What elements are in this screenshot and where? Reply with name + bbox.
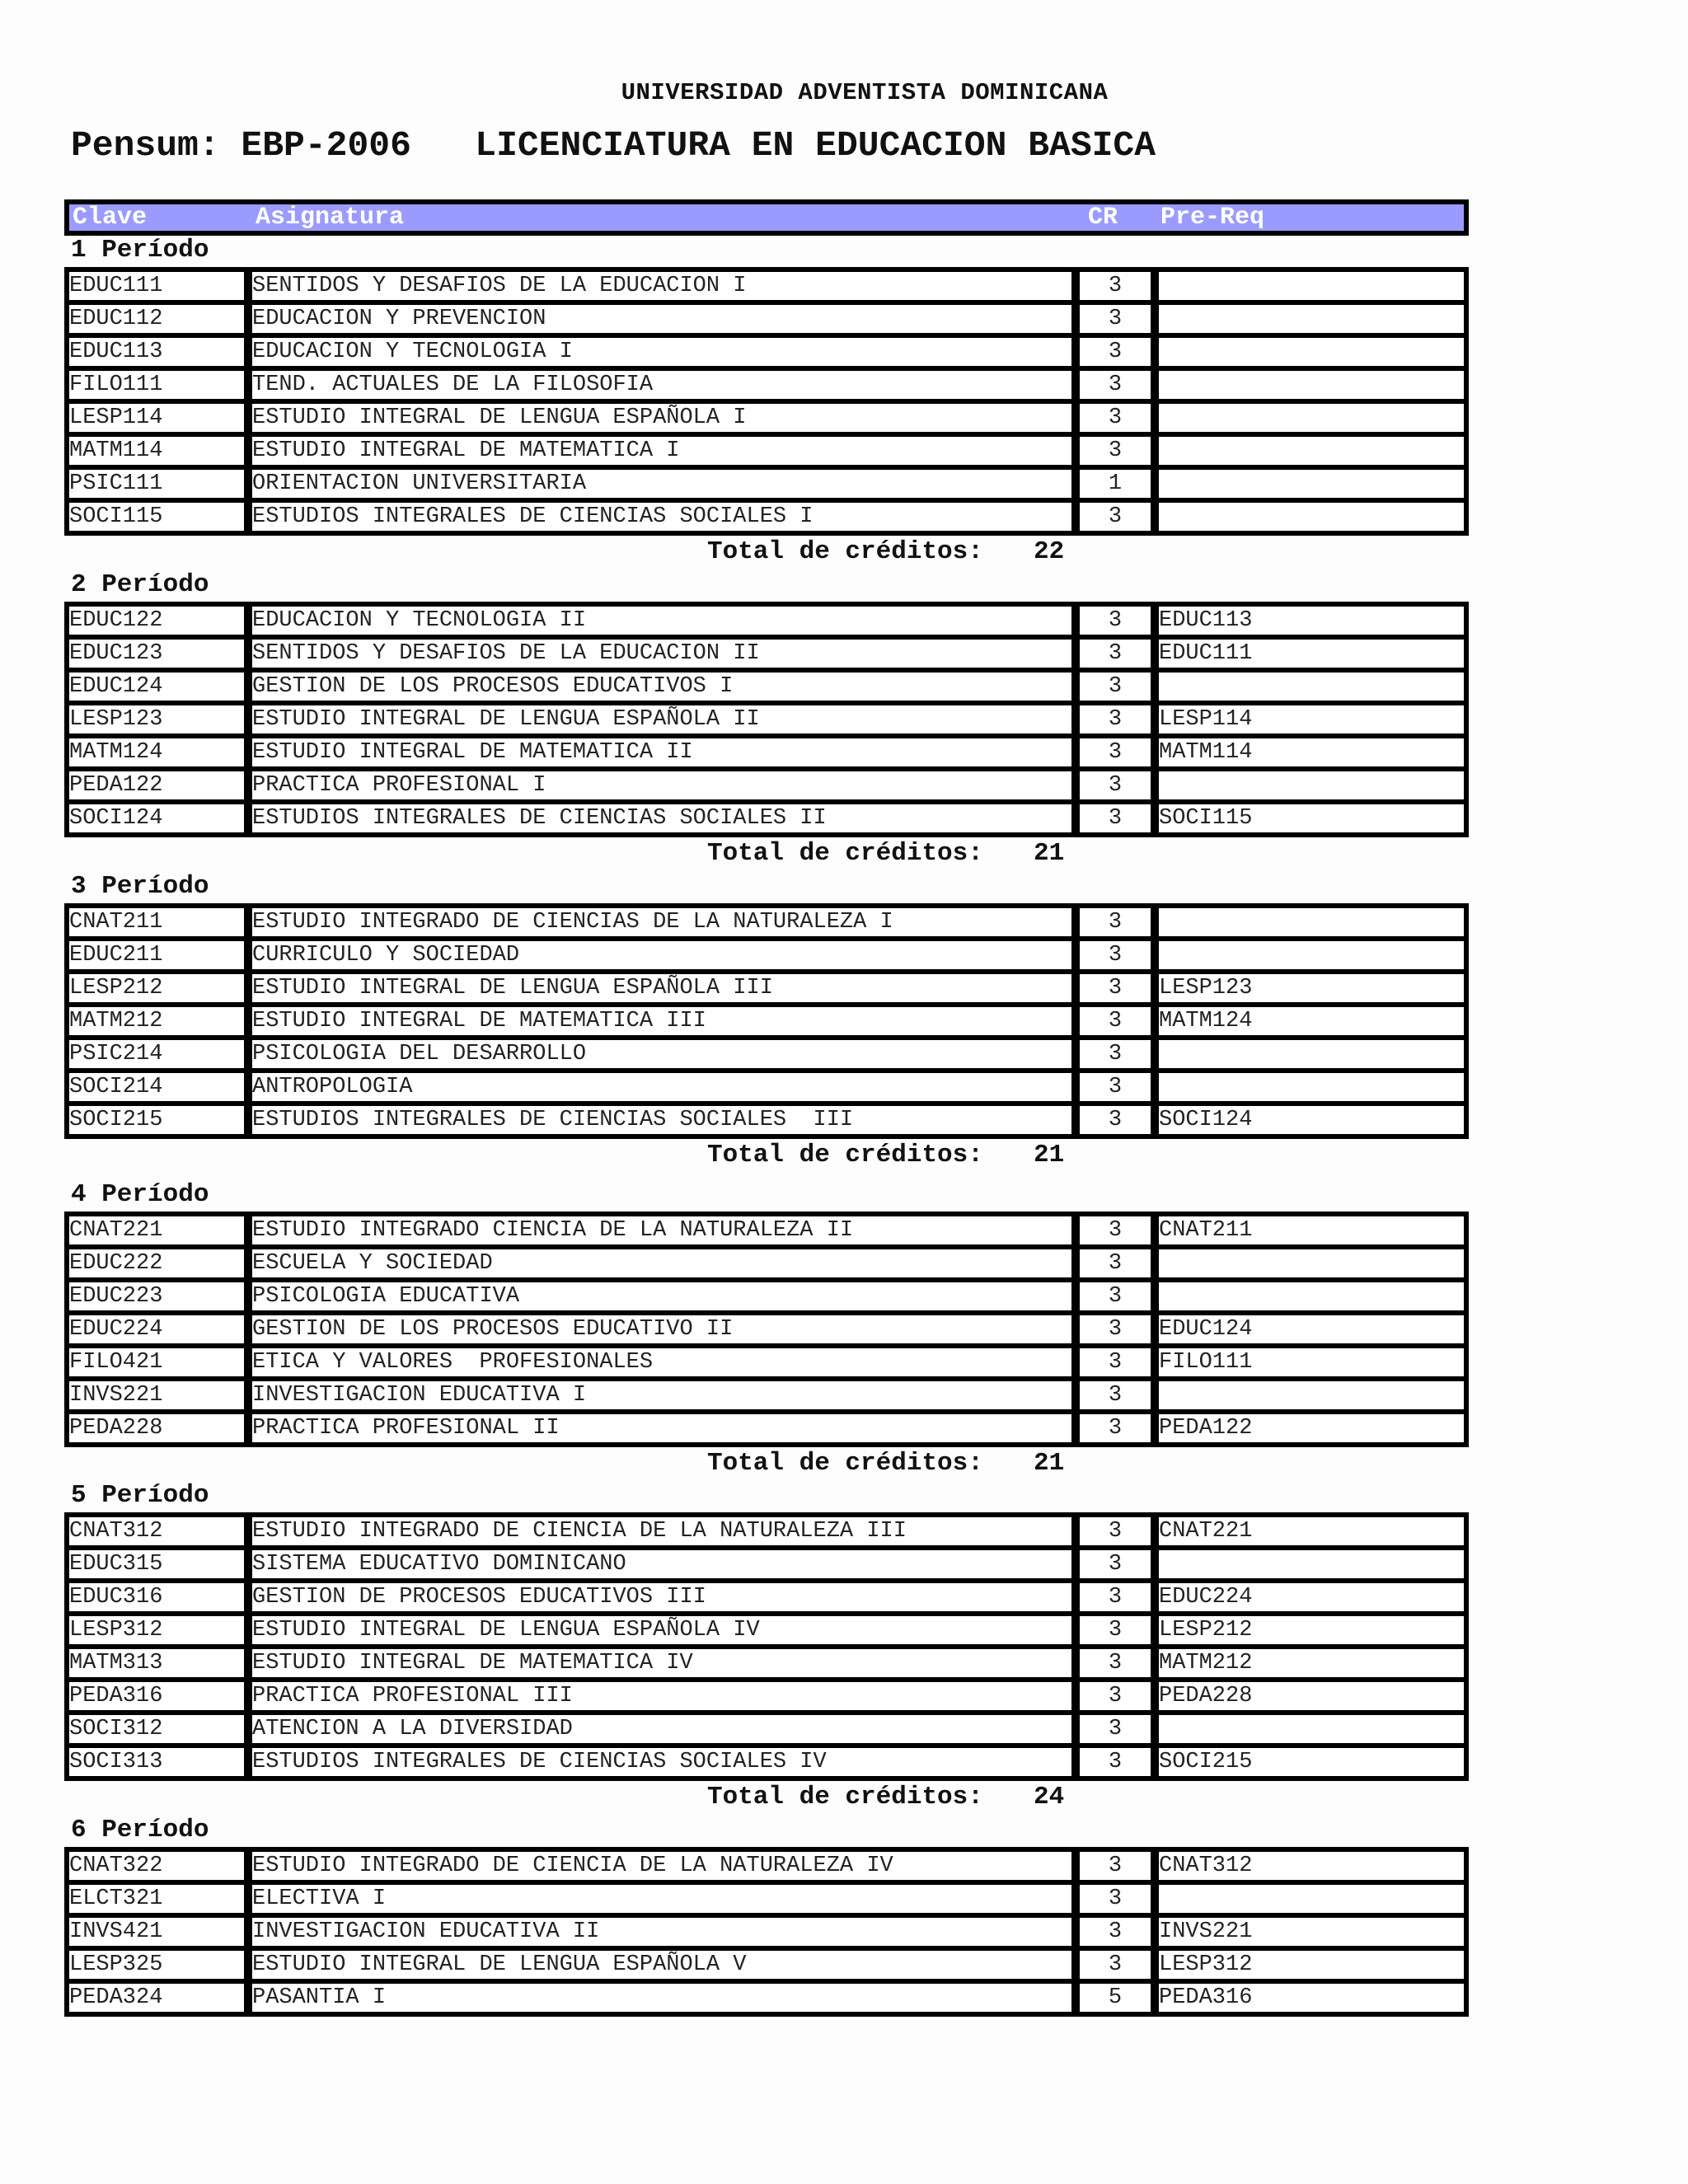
period-table — [64, 1847, 1469, 2017]
course-name: ETICA Y VALORES PROFESIONALES — [252, 1348, 1071, 1376]
table-row — [69, 1951, 1464, 1979]
course-prereq: EDUC124 — [1159, 1315, 1464, 1343]
course-credits: 3 — [1080, 272, 1151, 300]
course-prereq: LESP123 — [1159, 974, 1464, 1002]
table-row — [69, 705, 1464, 733]
course-credits: 3 — [1080, 1007, 1151, 1035]
course-name: SENTIDOS Y DESAFIOS DE LA EDUCACION I — [252, 272, 1071, 300]
course-prereq — [1159, 503, 1464, 531]
period-label: 5 Período — [71, 1481, 209, 1510]
course-name: GESTION DE LOS PROCESOS EDUCATIVO II — [252, 1315, 1071, 1343]
course-name: PRACTICA PROFESIONAL I — [252, 771, 1071, 799]
course-name: ANTROPOLOGIA — [252, 1073, 1071, 1101]
table-row — [69, 1852, 1464, 1880]
course-prereq: CNAT221 — [1159, 1517, 1464, 1545]
course-credits: 3 — [1080, 338, 1151, 366]
course-prereq: LESP312 — [1159, 1951, 1464, 1979]
course-prereq: FILO111 — [1159, 1348, 1464, 1376]
course-prereq — [1159, 437, 1464, 465]
col-header-name: Asignatura — [256, 204, 405, 232]
table-row — [69, 1748, 1464, 1776]
table-row — [69, 470, 1464, 498]
course-name: INVESTIGACION EDUCATIVA I — [252, 1381, 1071, 1409]
course-code: EDUC223 — [69, 1282, 244, 1310]
course-prereq: CNAT312 — [1159, 1852, 1464, 1880]
course-code: EDUC224 — [69, 1315, 244, 1343]
course-name: ESCUELA Y SOCIEDAD — [252, 1249, 1071, 1277]
table-row — [69, 1583, 1464, 1611]
course-prereq — [1159, 305, 1464, 333]
course-code: PSIC111 — [69, 470, 244, 498]
course-name: ORIENTACION UNIVERSITARIA — [252, 470, 1071, 498]
course-prereq: CNAT211 — [1159, 1216, 1464, 1244]
course-prereq: PEDA228 — [1159, 1682, 1464, 1710]
course-prereq: MATM212 — [1159, 1649, 1464, 1677]
course-credits: 1 — [1080, 470, 1151, 498]
period-label: 4 Período — [71, 1180, 209, 1209]
table-row — [69, 1282, 1464, 1310]
course-name: ESTUDIOS INTEGRALES DE CIENCIAS SOCIALES I — [252, 503, 1071, 531]
course-credits: 3 — [1080, 1348, 1151, 1376]
course-credits: 3 — [1080, 1282, 1151, 1310]
program-name: LICENCIATURA EN EDUCACION BASICA — [475, 125, 1156, 166]
course-prereq: LESP212 — [1159, 1616, 1464, 1644]
table-row — [69, 640, 1464, 668]
course-credits: 3 — [1080, 738, 1151, 766]
course-name: ESTUDIO INTEGRAL DE LENGUA ESPAÑOLA IV — [252, 1616, 1071, 1644]
table-row — [69, 1414, 1464, 1442]
university-name: UNIVERSIDAD ADVENTISTA DOMINICANA — [621, 79, 1109, 106]
course-credits: 3 — [1080, 1414, 1151, 1442]
table-row — [69, 1106, 1464, 1134]
table-row — [69, 1682, 1464, 1710]
course-prereq — [1159, 272, 1464, 300]
course-prereq: PEDA316 — [1159, 1984, 1464, 2012]
course-code: PSIC214 — [69, 1040, 244, 1068]
course-name: ESTUDIO INTEGRAL DE MATEMATICA III — [252, 1007, 1071, 1035]
table-row — [69, 771, 1464, 799]
course-name: INVESTIGACION EDUCATIVA II — [252, 1918, 1071, 1946]
course-code: EDUC123 — [69, 640, 244, 668]
table-row — [69, 338, 1464, 366]
course-code: PEDA122 — [69, 771, 244, 799]
course-prereq: MATM114 — [1159, 738, 1464, 766]
course-credits: 3 — [1080, 640, 1151, 668]
course-name: ESTUDIO INTEGRADO CIENCIA DE LA NATURALEZA II — [252, 1216, 1071, 1244]
course-code: PEDA228 — [69, 1414, 244, 1442]
course-name: ESTUDIO INTEGRAL DE MATEMATICA IV — [252, 1649, 1071, 1677]
course-code: EDUC122 — [69, 607, 244, 635]
course-prereq — [1159, 673, 1464, 701]
course-name: EDUCACION Y TECNOLOGIA II — [252, 607, 1071, 635]
table-row — [69, 607, 1464, 635]
course-name: ATENCION A LA DIVERSIDAD — [252, 1715, 1071, 1743]
course-name: ESTUDIO INTEGRAL DE LENGUA ESPAÑOLA II — [252, 705, 1071, 733]
course-code: CNAT322 — [69, 1852, 244, 1880]
course-code: SOCI312 — [69, 1715, 244, 1743]
course-code: LESP114 — [69, 404, 244, 432]
course-code: SOCI214 — [69, 1073, 244, 1101]
credits-total-label: Total de créditos: — [707, 1783, 983, 1811]
course-code: FILO111 — [69, 371, 244, 399]
course-credits: 3 — [1080, 1583, 1151, 1611]
course-prereq — [1159, 1282, 1464, 1310]
table-row — [69, 1315, 1464, 1343]
credits-total-value: 21 — [1034, 839, 1065, 868]
course-code: INVS221 — [69, 1381, 244, 1409]
course-prereq: EDUC224 — [1159, 1583, 1464, 1611]
course-credits: 3 — [1080, 1649, 1151, 1677]
credits-total-value: 22 — [1034, 537, 1065, 566]
course-code: INVS421 — [69, 1918, 244, 1946]
course-name: SENTIDOS Y DESAFIOS DE LA EDUCACION II — [252, 640, 1071, 668]
course-name: PRACTICA PROFESIONAL III — [252, 1682, 1071, 1710]
course-code: MATM124 — [69, 738, 244, 766]
course-code: SOCI313 — [69, 1748, 244, 1776]
course-name: GESTION DE PROCESOS EDUCATIVOS III — [252, 1583, 1071, 1611]
course-credits: 3 — [1080, 1885, 1151, 1913]
table-row — [69, 1216, 1464, 1244]
course-credits: 3 — [1080, 1918, 1151, 1946]
table-row — [69, 272, 1464, 300]
course-credits: 3 — [1080, 404, 1151, 432]
table-row — [69, 804, 1464, 832]
course-prereq — [1159, 1040, 1464, 1068]
course-code: LESP212 — [69, 974, 244, 1002]
course-prereq — [1159, 1550, 1464, 1578]
course-credits: 3 — [1080, 437, 1151, 465]
pensum-title — [71, 125, 1156, 166]
course-name: ESTUDIO INTEGRAL DE MATEMATICA II — [252, 738, 1071, 766]
table-row — [69, 1007, 1464, 1035]
course-credits: 3 — [1080, 371, 1151, 399]
course-name: EDUCACION Y PREVENCION — [252, 305, 1071, 333]
course-code: LESP325 — [69, 1951, 244, 1979]
table-row — [69, 305, 1464, 333]
period-label: 6 Período — [71, 1816, 209, 1844]
table-row — [69, 1984, 1464, 2012]
course-name: PRACTICA PROFESIONAL II — [252, 1414, 1071, 1442]
table-row — [69, 1348, 1464, 1376]
course-prereq — [1159, 1715, 1464, 1743]
credits-total-value: 21 — [1034, 1449, 1065, 1478]
course-prereq: SOCI115 — [1159, 804, 1464, 832]
col-header-cr: CR — [1088, 204, 1118, 232]
course-code: PEDA324 — [69, 1984, 244, 2012]
table-row — [69, 1649, 1464, 1677]
period-table — [64, 267, 1469, 536]
course-code: CNAT211 — [69, 908, 244, 936]
course-code: CNAT221 — [69, 1216, 244, 1244]
course-credits: 3 — [1080, 1852, 1151, 1880]
course-code: MATM212 — [69, 1007, 244, 1035]
course-prereq: MATM124 — [1159, 1007, 1464, 1035]
course-credits: 3 — [1080, 1315, 1151, 1343]
course-name: EDUCACION Y TECNOLOGIA I — [252, 338, 1071, 366]
table-row — [69, 437, 1464, 465]
course-prereq: PEDA122 — [1159, 1414, 1464, 1442]
course-prereq: LESP114 — [1159, 705, 1464, 733]
course-code: EDUC111 — [69, 272, 244, 300]
course-credits: 3 — [1080, 1249, 1151, 1277]
table-row — [69, 941, 1464, 969]
course-prereq — [1159, 371, 1464, 399]
credits-total-value: 24 — [1034, 1783, 1065, 1811]
course-code: LESP123 — [69, 705, 244, 733]
course-credits: 3 — [1080, 1073, 1151, 1101]
table-row — [69, 1517, 1464, 1545]
course-credits: 3 — [1080, 1748, 1151, 1776]
course-prereq — [1159, 338, 1464, 366]
course-code: EDUC113 — [69, 338, 244, 366]
table-row — [69, 1885, 1464, 1913]
credits-total — [707, 1783, 1064, 1812]
table-row — [69, 738, 1464, 766]
course-name: ESTUDIO INTEGRAL DE LENGUA ESPAÑOLA III — [252, 974, 1071, 1002]
course-name: TEND. ACTUALES DE LA FILOSOFIA — [252, 371, 1071, 399]
course-credits: 3 — [1080, 1106, 1151, 1134]
col-header-code: Clave — [73, 204, 148, 232]
course-code: SOCI215 — [69, 1106, 244, 1134]
credits-total — [707, 1449, 1064, 1479]
course-code: FILO421 — [69, 1348, 244, 1376]
credits-total-label: Total de créditos: — [707, 537, 983, 566]
course-code: MATM114 — [69, 437, 244, 465]
credits-total-label: Total de créditos: — [707, 1141, 983, 1169]
pensum-code: Pensum: EBP-2006 — [71, 125, 411, 166]
table-row — [69, 1249, 1464, 1277]
period-label: 1 Período — [71, 236, 209, 265]
course-code: LESP312 — [69, 1616, 244, 1644]
course-credits: 3 — [1080, 607, 1151, 635]
table-row — [69, 1381, 1464, 1409]
course-credits: 3 — [1080, 908, 1151, 936]
table-row — [69, 1073, 1464, 1101]
course-credits: 3 — [1080, 1682, 1151, 1710]
course-prereq — [1159, 1249, 1464, 1277]
course-code: EDUC124 — [69, 673, 244, 701]
course-name: ESTUDIO INTEGRADO DE CIENCIA DE LA NATURALEZA III — [252, 1517, 1071, 1545]
course-code: SOCI115 — [69, 503, 244, 531]
course-name: PSICOLOGIA DEL DESARROLLO — [252, 1040, 1071, 1068]
period-table — [64, 1512, 1469, 1781]
period-table — [64, 602, 1469, 837]
course-prereq — [1159, 941, 1464, 969]
course-code: PEDA316 — [69, 1682, 244, 1710]
col-header-prereq: Pre-Req — [1160, 204, 1265, 232]
course-code: EDUC222 — [69, 1249, 244, 1277]
course-credits: 3 — [1080, 771, 1151, 799]
course-credits: 3 — [1080, 1951, 1151, 1979]
table-row — [69, 371, 1464, 399]
credits-total-label: Total de créditos: — [707, 1449, 983, 1478]
table-row — [69, 1918, 1464, 1946]
course-prereq — [1159, 470, 1464, 498]
course-credits: 3 — [1080, 1517, 1151, 1545]
course-credits: 3 — [1080, 974, 1151, 1002]
table-row — [69, 1616, 1464, 1644]
course-name: CURRICULO Y SOCIEDAD — [252, 941, 1071, 969]
table-row — [69, 974, 1464, 1002]
course-name: PASANTIA I — [252, 1984, 1071, 2012]
course-name: ESTUDIO INTEGRADO DE CIENCIA DE LA NATURALEZA IV — [252, 1852, 1071, 1880]
course-code: MATM313 — [69, 1649, 244, 1677]
table-row — [69, 673, 1464, 701]
course-code: EDUC112 — [69, 305, 244, 333]
course-name: GESTION DE LOS PROCESOS EDUCATIVOS I — [252, 673, 1071, 701]
course-prereq: INVS221 — [1159, 1918, 1464, 1946]
course-credits: 3 — [1080, 305, 1151, 333]
credits-total-label: Total de créditos: — [707, 839, 983, 868]
course-prereq: SOCI215 — [1159, 1748, 1464, 1776]
table-header — [64, 199, 1469, 236]
course-prereq — [1159, 1885, 1464, 1913]
table-row — [69, 404, 1464, 432]
period-table — [64, 903, 1469, 1139]
period-label: 2 Período — [71, 570, 209, 599]
course-code: EDUC315 — [69, 1550, 244, 1578]
table-row — [69, 908, 1464, 936]
course-credits: 3 — [1080, 804, 1151, 832]
course-credits: 3 — [1080, 941, 1151, 969]
credits-total — [707, 839, 1064, 869]
course-prereq: EDUC113 — [1159, 607, 1464, 635]
course-name: PSICOLOGIA EDUCATIVA — [252, 1282, 1071, 1310]
course-credits: 3 — [1080, 1715, 1151, 1743]
course-name: ESTUDIOS INTEGRALES DE CIENCIAS SOCIALES IV — [252, 1748, 1071, 1776]
table-row — [69, 503, 1464, 531]
course-name: ESTUDIOS INTEGRALES DE CIENCIAS SOCIALES II — [252, 804, 1071, 832]
period-label: 3 Período — [71, 872, 209, 901]
period-table — [64, 1212, 1469, 1447]
credits-total-value: 21 — [1034, 1141, 1065, 1169]
course-prereq — [1159, 1381, 1464, 1409]
course-credits: 3 — [1080, 1216, 1151, 1244]
table-row — [69, 1715, 1464, 1743]
course-credits: 3 — [1080, 673, 1151, 701]
course-prereq — [1159, 908, 1464, 936]
course-name: ESTUDIO INTEGRAL DE LENGUA ESPAÑOLA I — [252, 404, 1071, 432]
course-prereq: EDUC111 — [1159, 640, 1464, 668]
course-name: ESTUDIO INTEGRAL DE MATEMATICA I — [252, 437, 1071, 465]
table-row — [69, 1550, 1464, 1578]
course-credits: 3 — [1080, 1040, 1151, 1068]
course-prereq — [1159, 771, 1464, 799]
course-code: SOCI124 — [69, 804, 244, 832]
course-name: SISTEMA EDUCATIVO DOMINICANO — [252, 1550, 1071, 1578]
course-code: CNAT312 — [69, 1517, 244, 1545]
course-prereq — [1159, 404, 1464, 432]
course-name: ESTUDIOS INTEGRALES DE CIENCIAS SOCIALES III — [252, 1106, 1071, 1134]
table-row — [69, 1040, 1464, 1068]
course-credits: 5 — [1080, 1984, 1151, 2012]
course-name: ESTUDIO INTEGRADO DE CIENCIAS DE LA NATURALEZA I — [252, 908, 1071, 936]
course-credits: 3 — [1080, 1550, 1151, 1578]
course-credits: 3 — [1080, 503, 1151, 531]
course-name: ESTUDIO INTEGRAL DE LENGUA ESPAÑOLA V — [252, 1951, 1071, 1979]
course-name: ELECTIVA I — [252, 1885, 1071, 1913]
course-code: EDUC316 — [69, 1583, 244, 1611]
course-prereq: SOCI124 — [1159, 1106, 1464, 1134]
course-prereq — [1159, 1073, 1464, 1101]
course-code: ELCT321 — [69, 1885, 244, 1913]
course-credits: 3 — [1080, 705, 1151, 733]
course-code: EDUC211 — [69, 941, 244, 969]
course-credits: 3 — [1080, 1381, 1151, 1409]
course-credits: 3 — [1080, 1616, 1151, 1644]
credits-total — [707, 537, 1064, 567]
credits-total — [707, 1141, 1064, 1170]
